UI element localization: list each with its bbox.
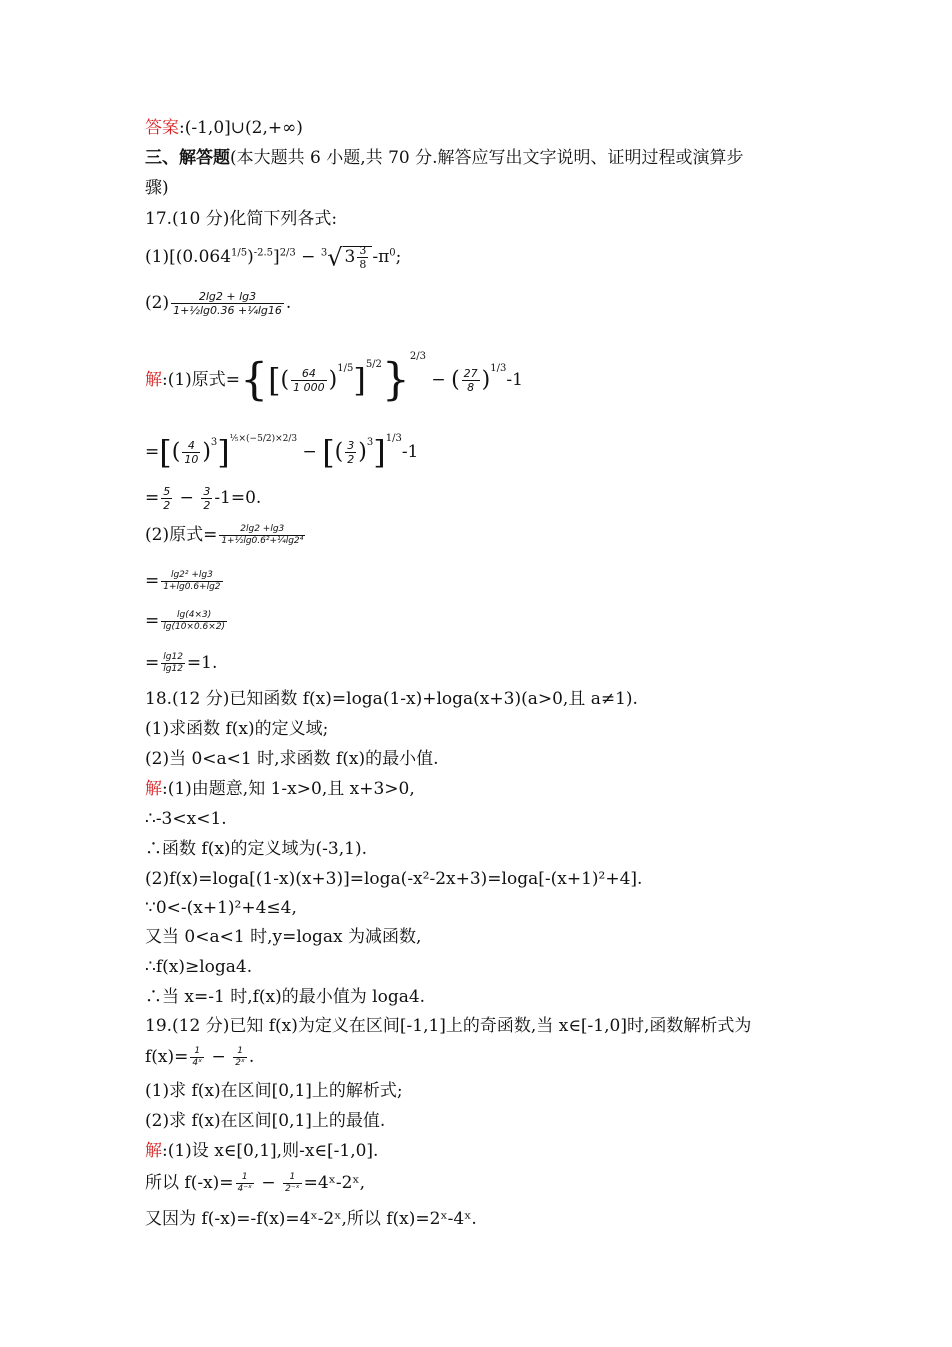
eq-prefix: 所以 f(-x)= [145, 1173, 234, 1193]
section-desc-a: (本大题共 6 小题,共 70 分.解答应写出文字说明、证明过程或演算步 [230, 148, 744, 168]
frac-den: 2ˣ [235, 1058, 245, 1068]
frac-num: 64 [291, 367, 327, 381]
frac-num: 2lg2 +lg3 [219, 524, 305, 536]
frac-num: 4 [182, 439, 200, 453]
tail: -1=0. [214, 488, 262, 508]
q18-part1: (1)求函数 f(x)的定义域; [145, 719, 329, 739]
q17-part1 [145, 244, 401, 271]
q17-sol1-line3 [145, 484, 261, 512]
section-desc-cont [145, 177, 169, 199]
frac-den: 1+½lg0.36 +¼lg16 [173, 304, 282, 317]
bracket-close: ] [217, 433, 230, 472]
q18-sol-line5: ∵0<-(x+1)²+4≤4, [145, 898, 297, 918]
exp: 2/3 [409, 351, 426, 362]
frac-num: lg12 [163, 652, 183, 662]
q17-t1-frac [219, 524, 305, 547]
q17-part2 [145, 290, 291, 317]
q19-s2-frac2 [283, 1172, 301, 1195]
q19-sol-line2 [145, 1168, 365, 1198]
solution-label: 解 [145, 779, 162, 799]
bracket-open: [ [159, 433, 172, 472]
minus: − [206, 1047, 232, 1067]
answer-value: :(-1,0]∪(2,+∞) [179, 118, 303, 138]
eq-prefix: = [145, 442, 160, 462]
radical-body [343, 244, 373, 271]
answer-label: 答案 [145, 118, 179, 138]
frac-den: 4ˣ [192, 1058, 203, 1068]
q19-sol-line3: 又因为 f(-x)=-f(x)=4ˣ-2ˣ,所以 f(x)=2ˣ-4ˣ. [145, 1209, 477, 1229]
q18-sol-line8: ∴当 x=-1 时,f(x)的最小值为 loga4. [145, 987, 426, 1007]
frac-den: 2 [347, 453, 355, 466]
bracket-open: [ [322, 433, 335, 472]
exp: ⅕×(−5/2)×2/3 [229, 434, 298, 444]
paren-open: ( [280, 367, 290, 393]
root-body: 3 [344, 247, 356, 267]
q19-head: 19.(12 分)已知 f(x)为定义在区间[-1,1]上的奇函数,当 x∈[-1,0]时,函数解析式为 [145, 1016, 752, 1036]
exp: 1/5 [337, 363, 354, 374]
q18-sol-line1 [145, 778, 415, 800]
q17-head: 17.(10 分)化简下列各式: [145, 209, 338, 229]
frac-num: 3 [347, 439, 355, 452]
eq-prefix: = [145, 653, 160, 673]
minus: − [174, 488, 200, 508]
tail: =1. [186, 653, 218, 673]
exp: 5/2 [365, 359, 382, 370]
frac-den: lg(10×0.6×2) [163, 622, 226, 632]
q19-f-frac1 [190, 1046, 204, 1069]
q19-s2-frac1 [236, 1172, 254, 1195]
frac-num: lg(4×3) [161, 610, 227, 622]
paren-close: ) [481, 367, 491, 393]
frac-den: 1+lg0.6+lg2 [163, 582, 221, 592]
frac-den: 10 [184, 453, 199, 466]
tail: -1 [401, 442, 419, 462]
q19-part1: (1)求 f(x)在区间[0,1]上的解析式; [145, 1081, 403, 1101]
root-index: 3 [320, 247, 328, 259]
q18-part2: (2)当 0<a<1 时,求函数 f(x)的最小值. [145, 749, 439, 769]
tail: -1 [506, 370, 523, 390]
q18-s1: :(1)由题意,知 1-x>0,且 x+3>0, [162, 779, 415, 799]
frac-num: lg2² +lg3 [161, 570, 222, 582]
frac-den: 4⁻ˣ [237, 1184, 253, 1194]
q17-sol2-line3 [145, 606, 229, 636]
q17-t4-frac [161, 652, 185, 675]
q18-sol-line6: 又当 0<a<1 时,y=logax 为减函数, [145, 927, 422, 947]
q19-sol-line1 [145, 1140, 378, 1162]
q17-p1-minus: − [295, 247, 321, 267]
eq-prefix: f(x)= [145, 1047, 189, 1067]
q17-s2-frac1 [182, 439, 200, 466]
q17-s3-frac1 [161, 485, 172, 512]
frac-den: 8 [467, 381, 475, 394]
section-desc-b: 骤) [145, 178, 169, 198]
section-title: 三、解答题 [145, 148, 230, 168]
tail: =4ˣ-2ˣ, [303, 1173, 366, 1193]
frac-den: 2⁻ˣ [285, 1184, 300, 1194]
frac-num: 5 [163, 485, 171, 498]
q17-s1-frac1 [291, 367, 327, 394]
q18-sol-line4: (2)f(x)=loga[(1-x)(x+3)]=loga(-x²-2x+3)=loga[-(x+1)²+4]. [145, 869, 643, 889]
end: . [248, 1047, 255, 1067]
q17-p1-mid: ) [247, 247, 254, 267]
q18-sol-line3: ∴函数 f(x)的定义域为(-3,1). [145, 839, 367, 859]
paren-close: ) [358, 439, 367, 465]
frac-num: 3 [203, 485, 211, 498]
q17-p2-end: . [285, 293, 292, 313]
q17-p1-bracket: ] [273, 247, 280, 267]
q17-p2-prefix: (2) [145, 293, 170, 313]
minus: − [426, 370, 452, 390]
q17-p1-exp1: 1/5 [231, 247, 248, 259]
exp: 3 [366, 437, 374, 448]
q17-p1-tail-exp: 0 [389, 247, 396, 259]
q17-p1-end: ; [395, 247, 402, 267]
q17-s2-frac2 [345, 439, 356, 466]
q17-sol2-line2 [145, 566, 225, 596]
bracket-open: [ [268, 361, 281, 400]
frac-num: 1 [236, 1172, 254, 1184]
frac-den: 8 [359, 258, 367, 271]
paren-open: ( [334, 439, 344, 465]
q17-p1-exp2: -2.5 [253, 247, 274, 259]
frac-den: 1 000 [293, 381, 325, 394]
minus: − [256, 1173, 282, 1193]
exp: 1/3 [385, 433, 402, 444]
eq-prefix: (2)原式= [145, 525, 218, 545]
frac-num: 1 [190, 1046, 204, 1058]
q19-f-frac2 [233, 1046, 247, 1069]
q19-function [145, 1042, 254, 1072]
paren-close: ) [202, 439, 211, 465]
q18-head: 18.(12 分)已知函数 f(x)=loga(1-x)+loga(x+3)(a>0,且 a≠1). [145, 689, 638, 709]
q17-sol2-line1 [145, 520, 307, 550]
bracket-close: ] [373, 433, 386, 472]
q17-p1-frac [357, 244, 368, 271]
frac-den: lg12 [163, 664, 183, 674]
curly-close: } [381, 354, 410, 406]
frac-num: 27 [463, 367, 478, 380]
frac-num: 2lg2 + lg3 [171, 290, 284, 304]
frac-den: 2 [203, 499, 211, 512]
q17-sol1-line2 [145, 430, 418, 475]
solution-label: 解 [145, 1141, 162, 1161]
frac-den: 2 [163, 499, 171, 512]
paren-close: ) [328, 367, 338, 393]
curly-open: { [240, 354, 269, 406]
answer-line [145, 117, 303, 139]
q17-p2-frac [171, 290, 284, 317]
eq-prefix: = [145, 571, 160, 591]
section-heading [145, 147, 744, 169]
frac-num: 1 [233, 1046, 247, 1058]
paren-open: ( [171, 439, 181, 465]
exp: 1/3 [490, 363, 507, 374]
bracket-close: ] [353, 361, 366, 400]
q17-p1-tail: -π [372, 247, 390, 267]
eq-prefix: = [145, 611, 160, 631]
radical-icon: √ [327, 243, 343, 272]
q17-s1-frac2 [462, 367, 480, 394]
paren-open: ( [451, 367, 460, 393]
eq-prefix: = [145, 488, 160, 508]
q17-s3-frac2 [201, 485, 212, 512]
exp: 3 [210, 437, 218, 448]
minus: − [297, 442, 323, 462]
q18-sol-line2: ∴-3<x<1. [145, 809, 227, 829]
q17-t3-frac [161, 610, 227, 633]
q17-sol2-line4 [145, 648, 217, 678]
frac-num: 1 [283, 1172, 301, 1184]
q17-sol1-line1 [145, 352, 523, 409]
q17-p1-prefix: (1)[(0.064 [145, 247, 232, 267]
q17-t2-frac [161, 570, 222, 593]
q19-part2: (2)求 f(x)在区间[0,1]上的最值. [145, 1111, 386, 1131]
q19-s1: :(1)设 x∈[0,1],则-x∈[-1,0]. [162, 1141, 379, 1161]
q17-s1-prefix: :(1)原式= [162, 370, 241, 390]
solution-label: 解 [145, 370, 162, 390]
frac-den: 1+½lg0.6²+¼lg2⁴ [221, 536, 304, 546]
q18-sol-line7: ∴f(x)≥loga4. [145, 957, 253, 977]
frac-num: 3 [359, 244, 367, 257]
q17-p1-exp3: 2/3 [279, 247, 296, 259]
